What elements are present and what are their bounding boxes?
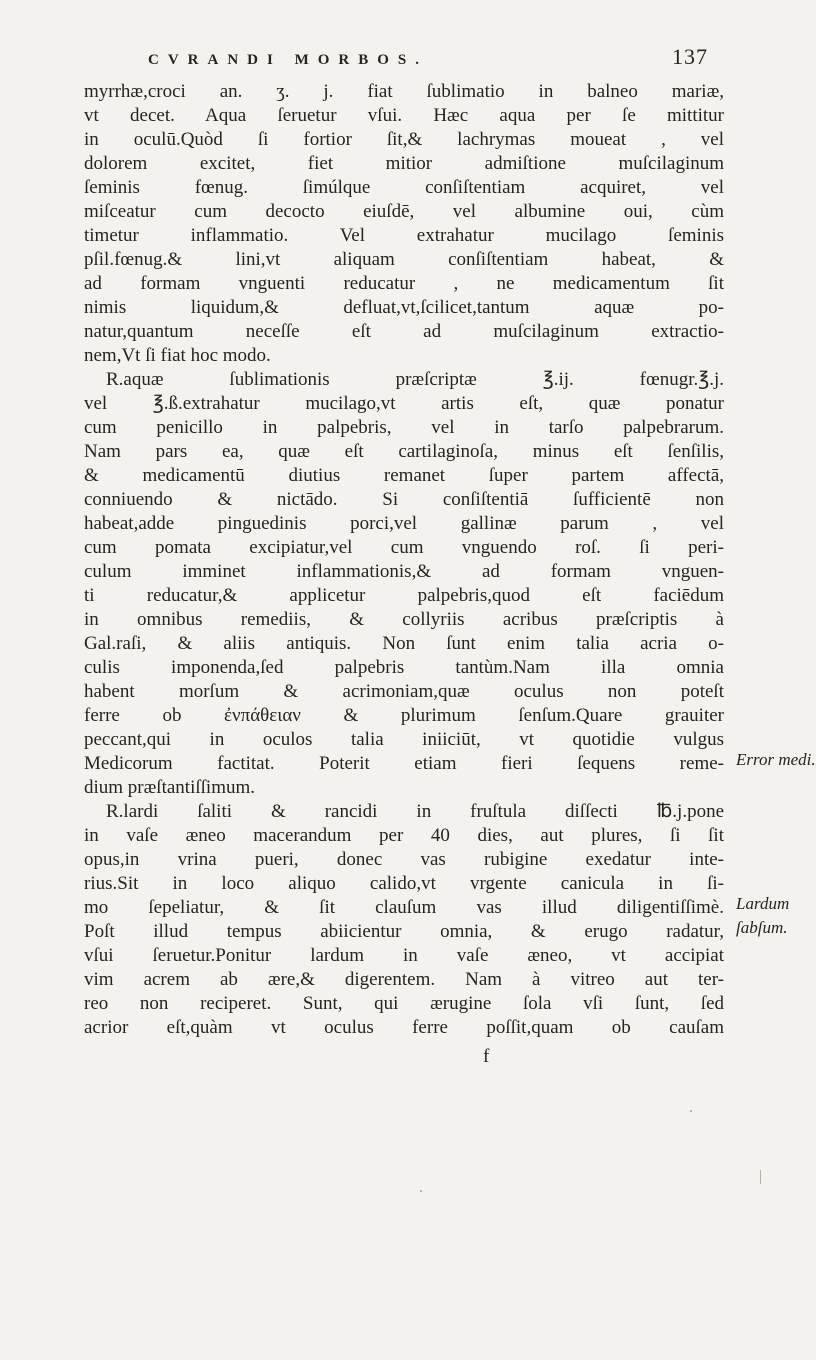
text-line: ferre ob ἐνπάθειαν & plurimum ſenſum.Quare grauiter [84,705,724,726]
paper-speck [760,1170,761,1184]
text-line: in oculū.Quòd ſi fortior ſit,& lachrymas moueat , vel [84,129,724,150]
text-line: nimis liquidum,& defluat,vt,ſcilicet,tantum aquæ po- [84,297,724,318]
paper-speck [690,1110,692,1112]
text-line: ad formam vnguenti reducatur , ne medicamentum ſit [84,273,724,294]
page-number: 137 [672,44,708,69]
text-line: Gal.raſi, & aliis antiquis. Non ſunt enim talia acria o- [84,633,724,654]
text-line: nem,Vt ſi fiat hoc modo. [84,345,271,366]
text-line: ti reducatur,& applicetur palpebris,quod eſt faciēdum [84,585,724,606]
text-line: reo non reciperet. Sunt, qui ærugine ſola vſi ſunt, ſed [84,993,724,1014]
text-line: opus,in vrina pueri, donec vas rubigine exedatur inte- [84,849,724,870]
text-line: & medicamentū diutius remanet ſuper partem affectā, [84,465,724,486]
text-line: habeat,adde pinguedinis porci,vel gallinæ parum , vel [84,513,724,534]
text-line: Nam pars ea, quæ eſt cartilaginoſa, minus eſt ſenſilis, [84,441,724,462]
text-line: habent morſum & acrimoniam,quæ oculus non poteſt [84,681,724,702]
text-line: R.aquæ ſublimationis præſcriptæ ℥.ij. fœnugr.℥.j. [106,369,724,390]
paper-speck [420,1190,422,1192]
running-head-title: CVRANDI MORBOS. [148,52,429,68]
text-line: culum imminet inflammationis,& ad formam vnguen- [84,561,724,582]
text-line: natur,quantum neceſſe eſt ad muſcilaginum extractio- [84,321,724,342]
text-line: culis imponenda,ſed palpebris tantùm.Nam illa omnia [84,657,724,678]
margin-note-error: Error medi. [736,750,816,769]
text-line: vt decet. Aqua ſeruetur vſui. Hæc aqua per ſe mittitur [84,105,724,126]
text-line: dium præſtantiſſimum. [84,777,255,798]
text-line: miſceatur cum decocto eiuſdē, vel albumine oui, cùm [84,201,724,222]
text-line: peccant,qui in oculos talia iniiciūt, vt quotidie vulgus [84,729,724,750]
text-line: ſeminis fœnug. ſimúlque conſiſtentiam acquiret, vel [84,177,724,198]
running-head [148,44,708,70]
text-line: mo ſepeliatur, & ſit clauſum vas illud diligentiſſimè. [84,897,724,918]
text-line: rius.Sit in loco aliquo calido,vt vrgente canicula in ſi- [84,873,724,894]
text-line: vim acrem ab ære,& digerentem. Nam à vitreo aut ter- [84,969,724,990]
text-line: Medicorum factitat. Poterit etiam fieri ſequens reme- [84,753,724,774]
text-line: in vaſe æneo macerandum per 40 dies, aut plures, ſi ſit [84,825,724,846]
margin-note-lardum: Lardum [736,894,790,913]
signature-mark: f [483,1046,490,1067]
margin-note-sabsum: ſabſum. [736,918,788,937]
text-line: myrrhæ,croci an. ʒ. j. fiat ſublimatio in balneo mariæ, [84,81,724,102]
text-line: R.lardi ſaliti & rancidi in fruſtula diſſecti ℔.j.pone [106,801,724,822]
text-line: timetur inflammatio. Vel extrahatur mucilago ſeminis [84,225,724,246]
text-line: pſil.fœnug.& lini,vt aliquam conſiſtentiam habeat, & [84,249,724,270]
text-line: in omnibus remediis, & collyriis acribus præſcriptis à [84,609,724,630]
text-line: acrior eſt,quàm vt oculus ferre poſſit,quam ob cauſam [84,1017,724,1038]
text-line: conniuendo & nictādo. Si conſiſtentiā ſufficientē non [84,489,724,510]
text-line: Poſt illud tempus abiicientur omnia, & erugo radatur, [84,921,724,942]
text-line: cum penicillo in palpebris, vel in tarſo palpebrarum. [84,417,724,438]
body-text [84,80,724,1040]
text-line: dolorem excitet, fiet mitior admiſtione muſcilaginum [84,153,724,174]
text-line: vel ℥.ß.extrahatur mucilago,vt artis eſt, quæ ponatur [84,393,724,414]
text-line: cum pomata excipiatur,vel cum vnguendo roſ. ſi peri- [84,537,724,558]
text-line: vſui ſeruetur.Ponitur lardum in vaſe æneo, vt accipiat [84,945,724,966]
